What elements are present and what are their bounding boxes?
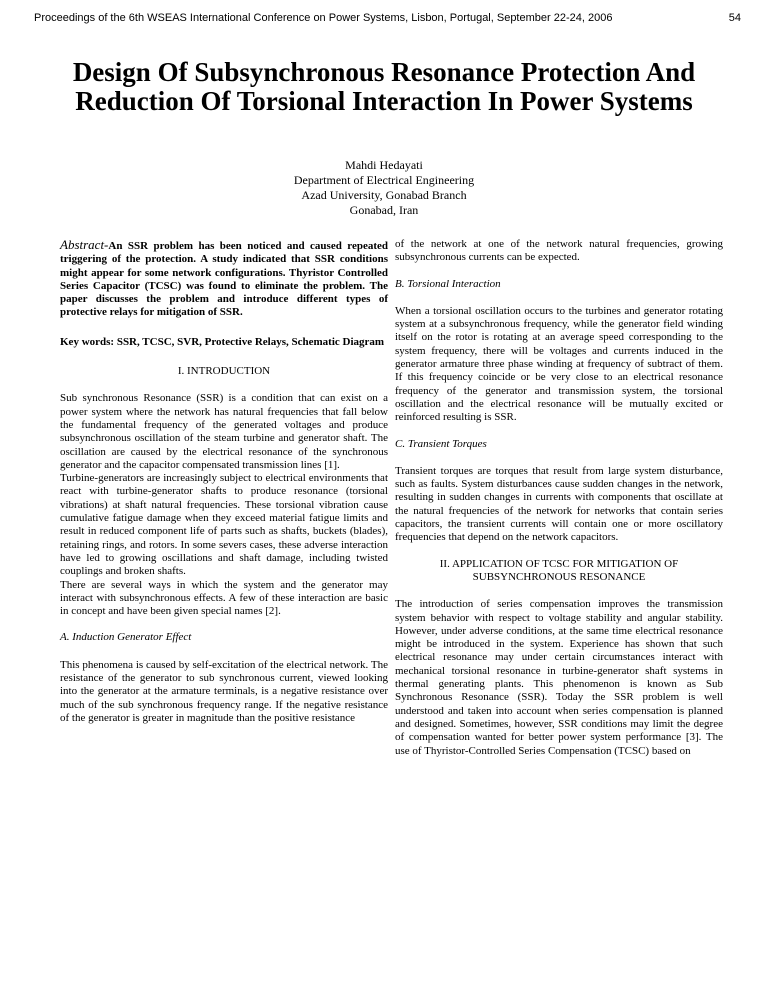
transient-torques-text: Transient torques are torques that result from large system disturbance, such as faults. System disturbances cause sudden changes in the network, resulting in sudden changes in currents with components that oscillate at the natural frequencies of the network for networks that contain series capacitors, the transient currents will contain one or more oscillatory frequencies that depend on the network capacitors. [395, 464, 723, 544]
torsional-interaction-text: When a torsional oscillation occurs to the turbines and generator rotating system at a subsynchronous frequency, while the generator field winding itself on the rotor is rotating at an average speed corresponding to the system frequency, there will be voltages and currents induced in the generator armature three phase winding at frequency of subtract of them. If this frequency coincide or be very close to an electrical resonance frequency of the generator and transmission system, the torsional oscillation and the electrical resonance will be mutually excited or reinforced resulting is SSR. [395, 304, 723, 424]
author-university: Azad University, Gonabad Branch [301, 188, 467, 202]
section-heading-tcsc: II. APPLICATION OF TCSC FOR MITIGATION OF SUBSYNCHRONOUS RESONANCE [439, 557, 679, 583]
left-column [60, 238, 388, 738]
paper-title: Design Of Subsynchronous Resonance Protection And Reduction Of Torsional Interaction In Power Systems [72, 57, 696, 116]
intro-paragraph-3: There are several ways in which the system and the generator may interact with subsynchronous effects. A few of these interaction are basic in concept and have been given special names [2]. [60, 578, 388, 618]
author-name: Mahdi Hedayati [345, 158, 423, 172]
intro-paragraph-1: Sub synchronous Resonance (SSR) is a condition that can exist on a power system where the network has natural frequencies that fall below the fundamental frequency of the generated voltages and produce subsynchronous oscillation of the steam turbine and generator shaft. The oscillation are caused by the electrical resonance of the synchronous generator and the capacitor compensated transmission lines [1]. [60, 392, 388, 471]
keywords: Key words: SSR, TCSC, SVR, Protective Relays, Schematic Diagram [60, 335, 385, 348]
author-block [160, 158, 608, 218]
author-department: Department of Electrical Engineering [293, 173, 475, 187]
right-column [395, 238, 723, 771]
intro-paragraph-2: Turbine-generators are increasingly subject to electrical environments that react with turbine-generator shafts to produce resonance (torsional vibrations) at shaft natural frequencies. These torsional vibration cause cumulative fatigue damage when they exceed material fatigue limits and result in reduced component life of parts such as shafts, buckets (blades), retaining rings, and rotors. In some severs cases, these adverse interaction have led to growing oscillations and shaft damage, including twisted couplings and broken shafts. [60, 472, 388, 578]
subsection-heading-torsional-interaction: B. Torsional Interaction [395, 277, 501, 290]
abstract-label: Abstract- [60, 237, 109, 252]
subsection-heading-induction-generator: A. Induction Generator Effect [60, 631, 192, 644]
section-heading-introduction: I. INTRODUCTION [177, 365, 271, 378]
abstract [60, 238, 388, 320]
induction-generator-continued: of the network at one of the network natural frequencies, growing subsynchronous currents can be expected. [395, 238, 723, 264]
page-number: 54 [728, 12, 741, 24]
abstract-text: An SSR problem has been noticed and caused repeated triggering of the protection. A study indicated that SSR conditions might appear for some network configurations. Thyristor Controlled Series Capacitor (TCSC) was found to eliminate the problem. The paper discusses the problem and introduce different types of protective relays for mitigation of SSR. [60, 240, 388, 319]
tcsc-section-text: The introduction of series compensation improves the transmission system behavior with respect to voltage stability and angular stability. However, under adverse conditions, at the same time electrical resonance might be introduced in the system. Experience has shown that such electrical resonance may under certain circumstances interact with mechanical torsional resonance in turbine-generator shaft systems in thermal generating plants. This phenomenon is known as Sub Synchronous Resonance (SSR). Today the SSR problem is well understood and taken into account when series compensation is planned and designed. Sometimes, however, SSR conditions may limit the degree of compensation wanted for better power system performance [3]. The use of Thyristor-Controlled Series Compensation (TCSC) based on [395, 598, 723, 757]
running-header [34, 12, 741, 24]
author-location: Gonabad, Iran [349, 203, 419, 217]
proceedings-line: Proceedings of the 6th WSEAS International Conference on Power Systems, Lisbon, Portugal, September 22-24, 2006 [34, 12, 613, 24]
induction-generator-text: This phenomena is caused by self-excitation of the electrical network. The resistance of the generator to sub synchronous current, viewed looking into the generator at the armature terminals, is a negative resistance over much of the sub synchronous frequency range. If the negative resistance of the generator is greater in magnitude than the positive resistance [60, 658, 388, 724]
subsection-heading-transient-torques: C. Transient Torques [395, 437, 487, 450]
